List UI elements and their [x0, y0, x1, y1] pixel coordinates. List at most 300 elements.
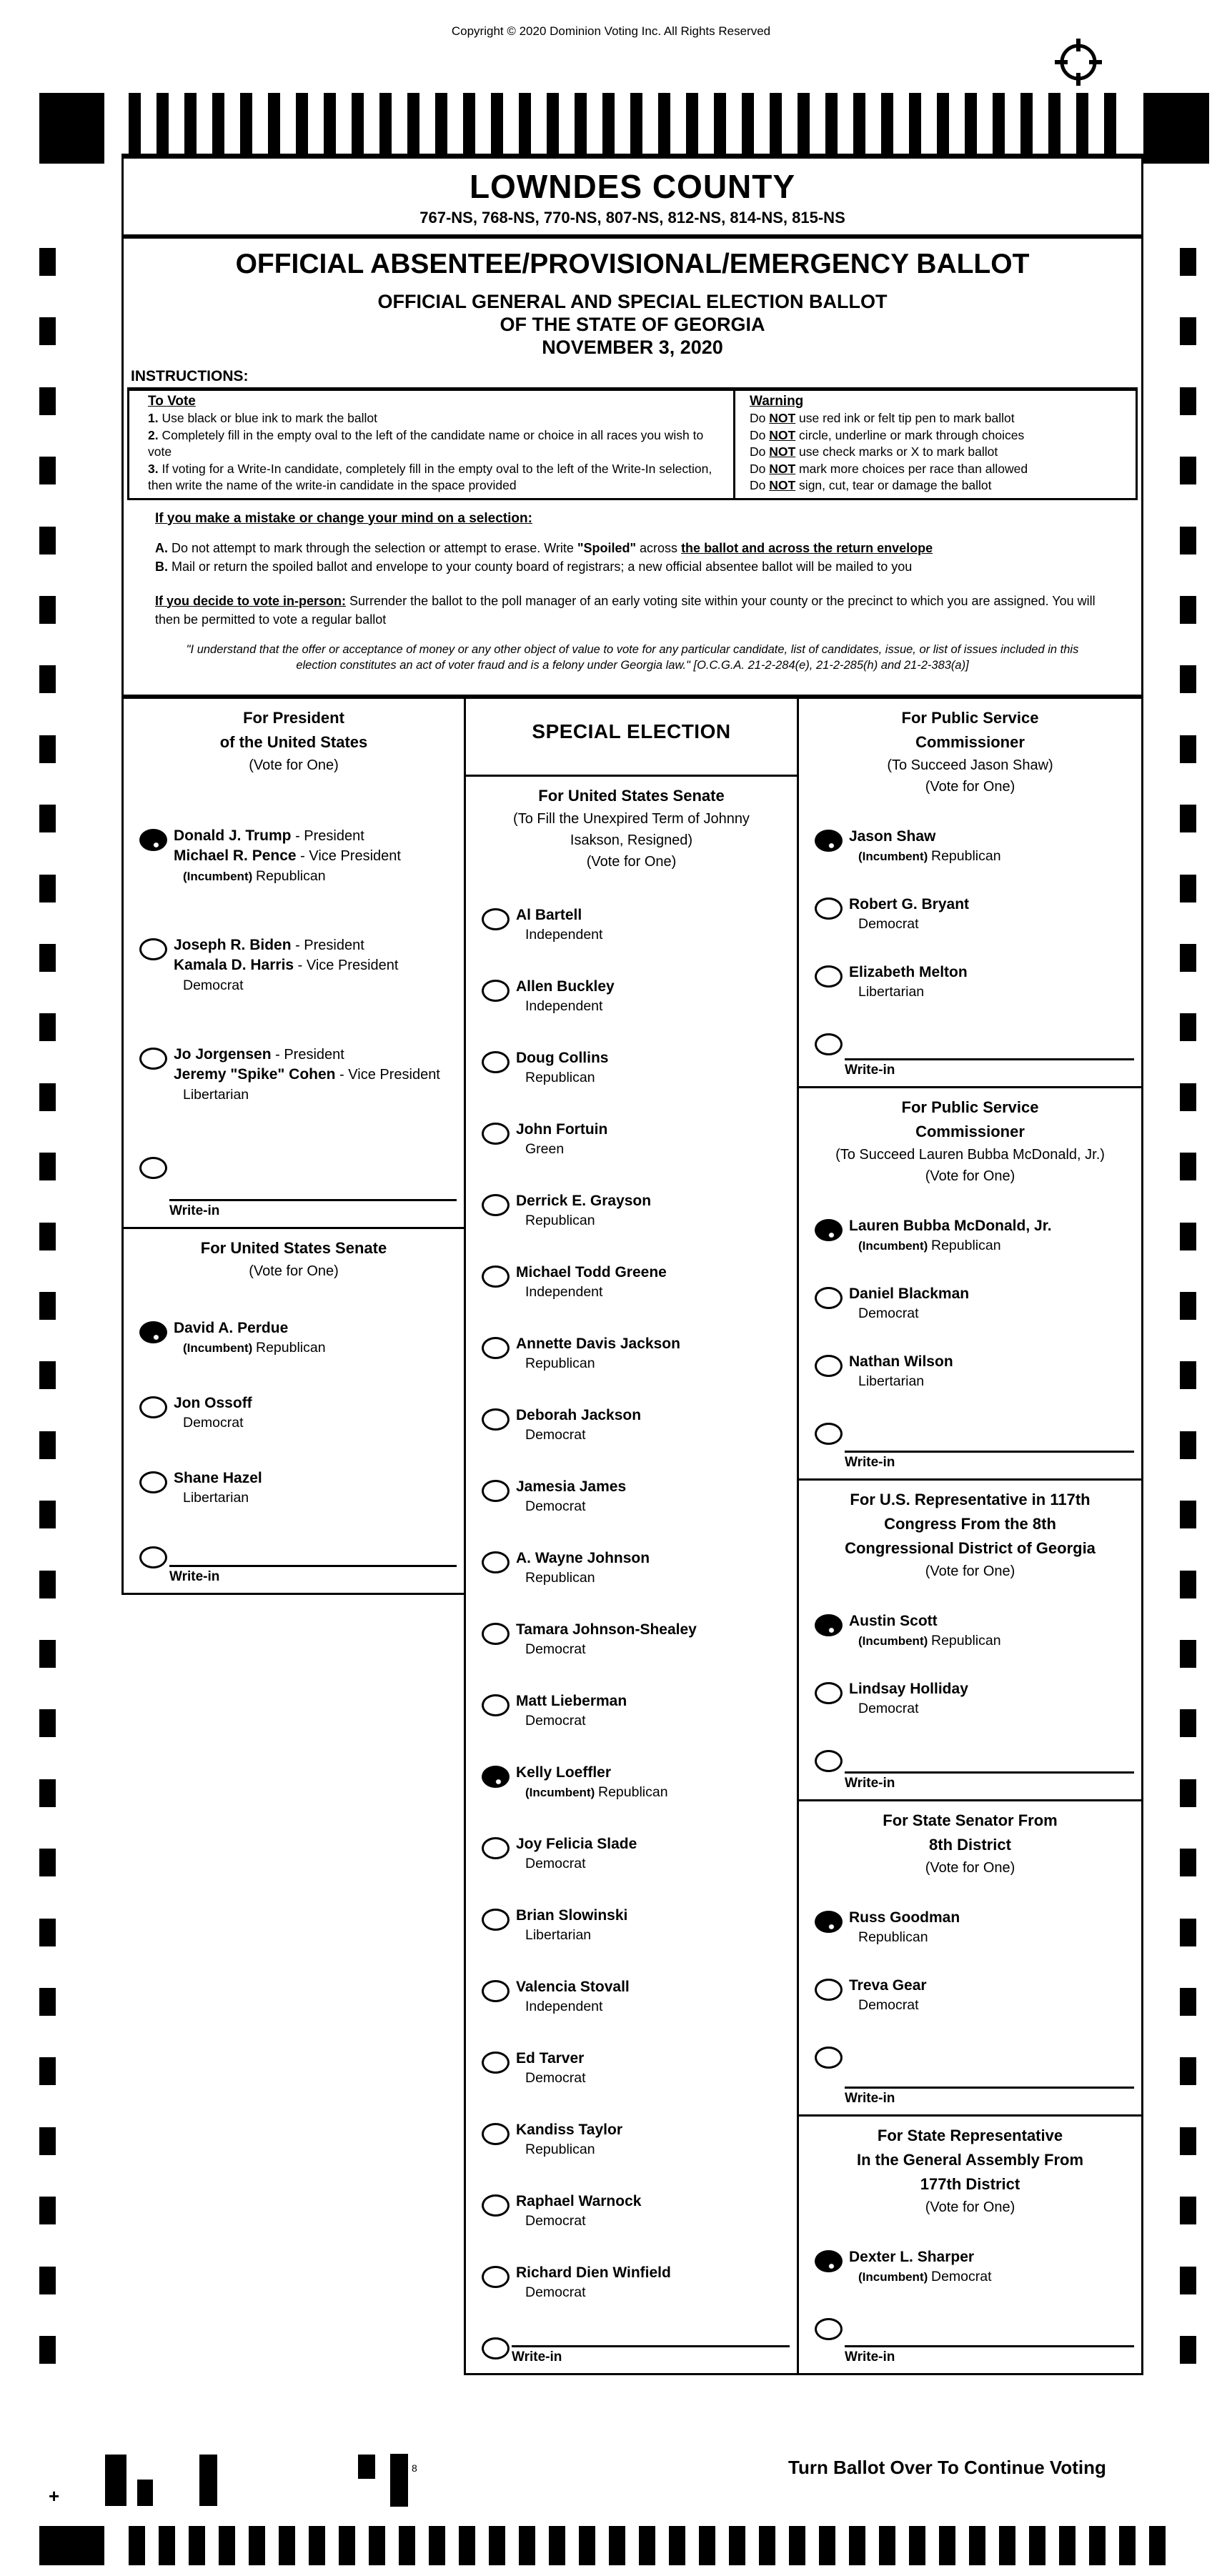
ballot-oval[interactable] — [482, 1980, 510, 2002]
race-subtitle: (Vote for One) — [925, 779, 1015, 795]
candidate-name: Lauren Bubba McDonald, Jr. — [849, 1218, 1052, 1234]
timing-mark — [939, 2526, 955, 2565]
ballot-oval[interactable] — [482, 1909, 510, 1931]
election-title-line: OFFICIAL GENERAL AND SPECIAL ELECTION BALLOT — [377, 291, 888, 312]
item-a-label: A. — [155, 540, 168, 555]
edge-mark — [1180, 2197, 1196, 2224]
felony-line: "I understand that the offer or acceptance of money or any other object of value to vote for any particular candidate, list of candidates, issue, or list of issues included in this — [186, 642, 1079, 656]
edge-mark — [1180, 1223, 1196, 1250]
race-subtitle: (Vote for One) — [925, 1168, 1015, 1184]
candidate-party: Republican — [525, 1570, 595, 1586]
edge-mark — [39, 2057, 56, 2085]
write-in-label: Write-in — [845, 2349, 895, 2364]
felony-line: election constitutes an act of voter fraud and is a felony under Georgia law." [O.C.G.A. 21-2-284(e), 21-2-285(h) and 21-2-383(a)] — [296, 658, 969, 672]
edge-mark — [39, 527, 56, 555]
ballot-oval[interactable] — [482, 1408, 510, 1431]
candidate-name-line — [849, 1284, 969, 1303]
timing-mark — [279, 2526, 295, 2565]
candidate-name: Robert G. Bryant — [849, 896, 970, 912]
race-title: of the United States — [219, 733, 368, 751]
to-vote-item: 3. If voting for a Write-In candidate, completely fill in the empty oval to the left of the Write-In selection, then write the name of the write-in candidate in the space provided — [148, 461, 712, 492]
incumbent-flag: (Incumbent) — [858, 1634, 931, 1648]
candidate-row — [472, 1334, 791, 1373]
candidate-name-line — [174, 1045, 440, 1065]
candidate-name-line — [516, 1406, 641, 1425]
candidate-party: Independent — [525, 998, 603, 1014]
timing-mark — [159, 2526, 175, 2565]
candidate-text — [849, 1679, 968, 1718]
race-us-representative-8th — [797, 1478, 1143, 1801]
ballot-oval[interactable] — [482, 2337, 510, 2359]
candidate-text — [516, 1263, 667, 1301]
edge-mark — [39, 805, 56, 832]
edge-mark — [1180, 248, 1196, 276]
ballot-oval[interactable] — [139, 829, 167, 851]
candidate-text — [516, 1620, 697, 1659]
race-title: In the General Assembly From — [856, 2151, 1084, 2169]
candidate-name: Doug Collins — [516, 1050, 609, 1066]
candidate-row — [805, 895, 1136, 933]
write-in-space[interactable] — [169, 1565, 457, 1586]
candidate-row — [472, 2120, 791, 2159]
candidate-row — [472, 977, 791, 1015]
write-in-label: Write-in — [512, 2349, 562, 2364]
race-title: Congress From the 8th — [884, 1515, 1056, 1533]
candidate-name: Russ Goodman — [849, 1909, 960, 1926]
timing-mark — [969, 2526, 985, 2565]
precinct-list: 767-NS, 768-NS, 770-NS, 807-NS, 812-NS, 814-NS, 815-NS — [419, 209, 845, 227]
ballot-oval[interactable] — [139, 1321, 167, 1343]
ballot-oval[interactable] — [482, 1480, 510, 1502]
write-in-space[interactable] — [845, 1771, 1134, 1792]
item-a-underline: the ballot and across the return envelope — [681, 540, 933, 555]
candidate-name: Austin Scott — [849, 1613, 938, 1629]
ballot-oval[interactable] — [139, 1546, 167, 1568]
ballot-oval[interactable] — [815, 1355, 843, 1377]
candidate-text — [174, 826, 401, 885]
ballot-oval[interactable] — [482, 1123, 510, 1145]
edge-mark — [39, 1988, 56, 2016]
candidate-name: Jeremy "Spike" Cohen — [174, 1066, 336, 1083]
candidate-party: Democrat — [183, 1415, 244, 1431]
candidate-name-line — [849, 963, 968, 982]
ballot-oval[interactable] — [815, 1911, 843, 1933]
candidate-name-line — [516, 905, 602, 925]
write-in-space[interactable] — [845, 2087, 1134, 2107]
edge-mark — [39, 1292, 56, 1320]
ballot-oval[interactable] — [815, 1219, 843, 1241]
candidate-name-line — [516, 1263, 667, 1282]
candidate-row — [472, 1191, 791, 1230]
ballot-oval[interactable] — [482, 2266, 510, 2288]
ballot-oval[interactable] — [482, 1694, 510, 1716]
instructions-label: INSTRUCTIONS: — [131, 368, 249, 384]
candidate-name-line — [174, 846, 401, 866]
timing-mark — [219, 2526, 235, 2565]
timing-mark — [1059, 2526, 1076, 2565]
candidate-name: Shane Hazel — [174, 1470, 262, 1486]
candidate-name: Kandiss Taylor — [516, 2122, 622, 2138]
to-vote-column — [129, 391, 733, 498]
race-us-senate — [121, 1227, 466, 1595]
incumbent-flag: (Incumbent) — [858, 1239, 931, 1253]
edge-mark — [39, 2336, 56, 2364]
candidate-name: Treva Gear — [849, 1977, 927, 1994]
candidate-name-line — [516, 2192, 641, 2211]
edge-mark — [39, 1083, 56, 1111]
edge-mark — [39, 1919, 56, 1946]
candidate-row — [472, 1691, 791, 1730]
candidate-name: Matt Lieberman — [516, 1693, 627, 1709]
write-in-label: Write-in — [845, 1776, 895, 1791]
candidate-row — [472, 1763, 791, 1801]
candidate-party: Libertarian — [183, 1087, 249, 1103]
candidate-party: Democrat — [858, 1306, 919, 1321]
edge-mark — [39, 1779, 56, 1807]
candidate-row — [472, 1406, 791, 1444]
candidate-party: (Incumbent) Democrat — [858, 2269, 992, 2284]
ballot-oval[interactable] — [815, 1750, 843, 1772]
timing-mark — [699, 2526, 715, 2565]
timing-mark — [999, 2526, 1015, 2565]
candidate-office-role: - President — [291, 828, 364, 844]
ballot-oval[interactable] — [815, 965, 843, 988]
ballot-oval[interactable] — [139, 938, 167, 960]
candidate-office-role: - Vice President — [335, 1067, 440, 1083]
timing-mark — [909, 2526, 925, 2565]
candidate-text — [174, 1393, 252, 1432]
candidate-name-line — [516, 977, 615, 996]
edge-mark — [39, 1431, 56, 1459]
edge-mark — [1180, 1988, 1196, 2016]
turn-ballot-over-text: Turn Ballot Over To Continue Voting — [788, 2457, 1106, 2478]
edge-mark — [1180, 1501, 1196, 1528]
candidate-name-line — [516, 1834, 637, 1854]
edge-mark — [1180, 665, 1196, 693]
candidate-name-line — [516, 1906, 627, 1925]
ballot-oval[interactable] — [482, 1194, 510, 1216]
candidate-party: Democrat — [525, 1856, 586, 1871]
timing-mark — [339, 2526, 355, 2565]
candidate-party: Independent — [525, 927, 603, 943]
ballot-oval[interactable] — [815, 2318, 843, 2340]
edge-mark — [39, 317, 56, 345]
candidate-text — [516, 2263, 671, 2302]
candidate-row — [129, 1468, 458, 1507]
mistake-item-b — [155, 557, 1110, 576]
ballot-oval[interactable] — [815, 830, 843, 852]
mistake-item-a — [155, 539, 1110, 557]
candidate-name-line — [849, 827, 1001, 846]
special-election-title: SPECIAL ELECTION — [532, 720, 731, 742]
candidate-text — [174, 1045, 440, 1104]
edge-mark — [1180, 875, 1196, 902]
candidate-name-line — [516, 1048, 609, 1068]
candidate-party: Democrat — [183, 978, 244, 993]
candidate-name: Ed Tarver — [516, 2050, 585, 2067]
timing-mark — [189, 2526, 205, 2565]
candidate-name: Al Bartell — [516, 907, 582, 923]
edge-mark — [1180, 387, 1196, 415]
candidate-text — [516, 2192, 641, 2230]
write-in-label: Write-in — [845, 1063, 895, 1078]
candidate-party: Libertarian — [858, 984, 925, 1000]
barcode-bar — [358, 2455, 375, 2479]
candidate-name: Jason Shaw — [849, 828, 936, 845]
candidate-name-line — [174, 1393, 252, 1413]
candidate-name-line — [516, 2049, 586, 2068]
ballot-title: OFFICIAL ABSENTEE/PROVISIONAL/EMERGENCY BALLOT — [235, 249, 1030, 279]
ballot-oval[interactable] — [815, 2047, 843, 2069]
candidate-party: Democrat — [525, 1713, 586, 1729]
barcode-bar — [199, 2455, 217, 2506]
candidate-row — [805, 1216, 1136, 1255]
candidate-name: Kelly Loeffler — [516, 1764, 612, 1781]
candidate-party: Republican — [525, 2142, 595, 2157]
mistake-heading: If you make a mistake or change your mind on a selection: — [155, 510, 532, 526]
timing-mark — [1119, 2526, 1136, 2565]
edge-mark — [1180, 1431, 1196, 1459]
edge-mark — [39, 1571, 56, 1598]
race-title: Congressional District of Georgia — [845, 1539, 1096, 1557]
race-subtitle: (To Fill the Unexpired Term of Johnny — [513, 811, 750, 827]
edge-mark — [39, 1501, 56, 1528]
candidate-name: Jo Jorgensen — [174, 1046, 272, 1063]
instructions-section — [124, 366, 1141, 500]
ballot-oval[interactable] — [482, 1265, 510, 1288]
race-subtitle: (Vote for One) — [249, 1263, 339, 1279]
candidate-party: (Incumbent) Republican — [183, 1340, 326, 1356]
timing-mark — [579, 2526, 595, 2565]
candidate-row — [472, 2263, 791, 2302]
edge-mark — [39, 875, 56, 902]
ballot-oval[interactable] — [815, 1033, 843, 1055]
instructions-box — [127, 387, 1138, 500]
to-vote-item: 1. Use black or blue ink to mark the ballot — [148, 411, 378, 425]
ballot-oval[interactable] — [482, 2123, 510, 2145]
candidate-name: Richard Dien Winfield — [516, 2264, 671, 2281]
write-in-space[interactable] — [512, 2345, 790, 2366]
race-title: For United States Senate — [538, 787, 725, 805]
write-in-space[interactable] — [169, 1199, 457, 1220]
candidate-row — [805, 1352, 1136, 1391]
race-us-senate-special — [464, 775, 799, 2375]
edge-mark — [1180, 1083, 1196, 1111]
candidate-name: A. Wayne Johnson — [516, 1550, 650, 1566]
incumbent-flag: (Incumbent) — [858, 850, 931, 863]
candidate-row — [129, 1318, 458, 1357]
ballot-oval[interactable] — [482, 1623, 510, 1645]
ballot-oval[interactable] — [482, 908, 510, 930]
barcode-bar — [390, 2454, 408, 2507]
ballot-oval[interactable] — [815, 1423, 843, 1445]
item-b-text: Mail or return the spoiled ballot and envelope to your county board of registrars; a new official absentee ballot will be mailed to you — [168, 559, 913, 574]
candidate-row — [805, 827, 1136, 865]
race-title: 8th District — [929, 1836, 1011, 1854]
race-title: Commissioner — [915, 733, 1025, 751]
candidate-name-line — [849, 1216, 1052, 1235]
write-in-space[interactable] — [845, 2345, 1134, 2366]
warning-items — [750, 410, 1130, 494]
race-state-senator-8th — [797, 1799, 1143, 2117]
timing-band-bottom — [0, 2526, 1222, 2565]
candidate-row — [129, 1393, 458, 1432]
barcode-bar — [137, 2480, 153, 2506]
write-in-space[interactable] — [845, 1058, 1134, 1079]
race-subtitle: (Vote for One) — [925, 2199, 1015, 2215]
ballot-oval[interactable] — [139, 1048, 167, 1070]
candidate-text — [849, 1976, 927, 2014]
edge-mark — [1180, 1361, 1196, 1389]
candidate-party: Independent — [525, 1284, 603, 1300]
race-subtitle: Isakson, Resigned) — [570, 832, 693, 848]
candidate-text — [516, 1834, 637, 1873]
edge-mark — [39, 1361, 56, 1389]
ballot-oval[interactable] — [482, 2194, 510, 2217]
candidate-office-role: - President — [271, 1047, 344, 1063]
candidate-row — [472, 1120, 791, 1158]
candidate-row — [129, 1045, 458, 1104]
timing-mark — [249, 2526, 265, 2565]
timing-mark — [1089, 2526, 1106, 2565]
candidate-name: Kamala D. Harris — [174, 957, 294, 973]
candidate-party: (Incumbent) Republican — [858, 1238, 1001, 1253]
ballot-oval[interactable] — [139, 1157, 167, 1179]
ballot-oval[interactable] — [482, 1766, 510, 1788]
ballot-oval[interactable] — [815, 1614, 843, 1636]
timing-block — [39, 2526, 104, 2565]
edge-mark — [1180, 2336, 1196, 2364]
candidate-text — [849, 1611, 1001, 1650]
ballot-oval[interactable] — [815, 2250, 843, 2272]
spoiled-word: "Spoiled" — [577, 540, 637, 555]
write-in-oval-row — [805, 1420, 1136, 1445]
candidate-name-line — [174, 1318, 326, 1338]
candidate-row — [472, 1906, 791, 1944]
ballot-oval[interactable] — [139, 1471, 167, 1493]
candidate-row — [472, 905, 791, 944]
candidate-party: Democrat — [858, 1701, 919, 1716]
candidate-text — [516, 1763, 668, 1801]
timing-mark — [819, 2526, 835, 2565]
ballot-oval[interactable] — [815, 1287, 843, 1309]
edge-mark — [39, 387, 56, 415]
write-in-space[interactable] — [845, 1451, 1134, 1471]
edge-mark — [39, 457, 56, 484]
ballot-oval[interactable] — [482, 2052, 510, 2074]
edge-mark — [1180, 1919, 1196, 1946]
ballot-oval[interactable] — [482, 1337, 510, 1359]
warning-heading: Warning — [750, 394, 804, 409]
candidate-text — [849, 827, 1001, 865]
candidate-party: Republican — [858, 1929, 928, 1945]
candidate-party: Libertarian — [858, 1373, 925, 1389]
candidate-name-line — [516, 1548, 650, 1568]
candidate-row — [472, 1548, 791, 1587]
incumbent-flag: (Incumbent) — [183, 1341, 256, 1355]
candidate-name: Nathan Wilson — [849, 1353, 953, 1370]
write-in-label: Write-in — [845, 2091, 895, 2106]
candidate-row — [472, 1977, 791, 2016]
ballot-oval[interactable] — [815, 1682, 843, 1704]
candidate-text — [516, 1334, 680, 1373]
to-vote-items — [148, 410, 726, 494]
race-title: Commissioner — [915, 1123, 1025, 1140]
candidate-name: Raphael Warnock — [516, 2193, 642, 2209]
candidate-party: Republican — [525, 1070, 595, 1085]
sheet-number: 8 — [412, 2462, 417, 2474]
candidate-text — [849, 2247, 992, 2286]
in-person-text: Surrender the ballot to the poll manager of an early voting site within your county or the precinct to which you are assigned. You will then be permitted to vote a regular ballot — [155, 593, 1096, 627]
candidate-name: Annette Davis Jackson — [516, 1336, 680, 1352]
ballot-oval[interactable] — [482, 1837, 510, 1859]
race-subtitle: (Vote for One) — [586, 854, 677, 870]
edge-mark — [1180, 1153, 1196, 1180]
ballot-oval[interactable] — [482, 980, 510, 1002]
candidate-name: Allen Buckley — [516, 978, 615, 995]
race-title: For Public Service — [901, 709, 1039, 727]
ballot-oval[interactable] — [815, 1979, 843, 2001]
timing-mark — [549, 2526, 565, 2565]
ballot-oval[interactable] — [815, 897, 843, 920]
race-president — [121, 697, 466, 1229]
race-subtitle: (Vote for One) — [925, 1860, 1015, 1876]
candidate-name-line — [174, 1065, 440, 1085]
edge-mark — [1180, 2127, 1196, 2155]
candidate-name-line — [174, 935, 398, 955]
candidate-party: Democrat — [525, 1641, 586, 1657]
candidate-text — [516, 1406, 641, 1444]
candidate-row — [472, 1834, 791, 1873]
timing-block — [39, 93, 104, 164]
timing-mark — [609, 2526, 625, 2565]
candidate-row — [805, 1908, 1136, 1946]
candidate-name: Michael R. Pence — [174, 847, 297, 864]
race-state-representative-177th — [797, 2114, 1143, 2375]
candidate-name: Elizabeth Melton — [849, 964, 968, 980]
copyright-line: Copyright © 2020 Dominion Voting Inc. All Rights Reserved — [451, 24, 771, 38]
candidate-name-line — [516, 2263, 671, 2282]
incumbent-flag: (Incumbent) — [858, 2270, 931, 2284]
felony-statement — [155, 642, 1110, 673]
warning-item: Do NOT circle, underline or mark through choices — [750, 427, 1025, 442]
candidate-name: Lindsay Holliday — [849, 1681, 968, 1697]
write-in-label: Write-in — [845, 1455, 895, 1470]
edge-mark — [39, 1223, 56, 1250]
edge-mark — [1180, 1013, 1196, 1041]
candidate-party: Democrat — [525, 1498, 586, 1514]
candidate-name: Valencia Stovall — [516, 1979, 630, 1995]
barcode-bar — [105, 2455, 126, 2506]
candidate-party: Democrat — [525, 2284, 586, 2300]
ballot-oval[interactable] — [482, 1551, 510, 1573]
candidate-name-line — [174, 1468, 262, 1488]
ballot-oval[interactable] — [482, 1051, 510, 1073]
candidate-party: Republican — [525, 1356, 595, 1371]
candidate-name-line — [174, 955, 398, 975]
timing-mark — [729, 2526, 745, 2565]
candidate-name-line — [516, 1477, 626, 1496]
to-vote-heading: To Vote — [148, 394, 196, 409]
candidate-text — [516, 977, 615, 1015]
candidate-text — [516, 1977, 630, 2016]
ballot-oval[interactable] — [139, 1396, 167, 1418]
in-person-heading: If you decide to vote in-person: — [155, 593, 347, 608]
candidate-text — [849, 895, 969, 933]
candidate-row — [472, 1477, 791, 1516]
edge-mark — [39, 665, 56, 693]
candidate-name-line — [516, 2120, 622, 2139]
